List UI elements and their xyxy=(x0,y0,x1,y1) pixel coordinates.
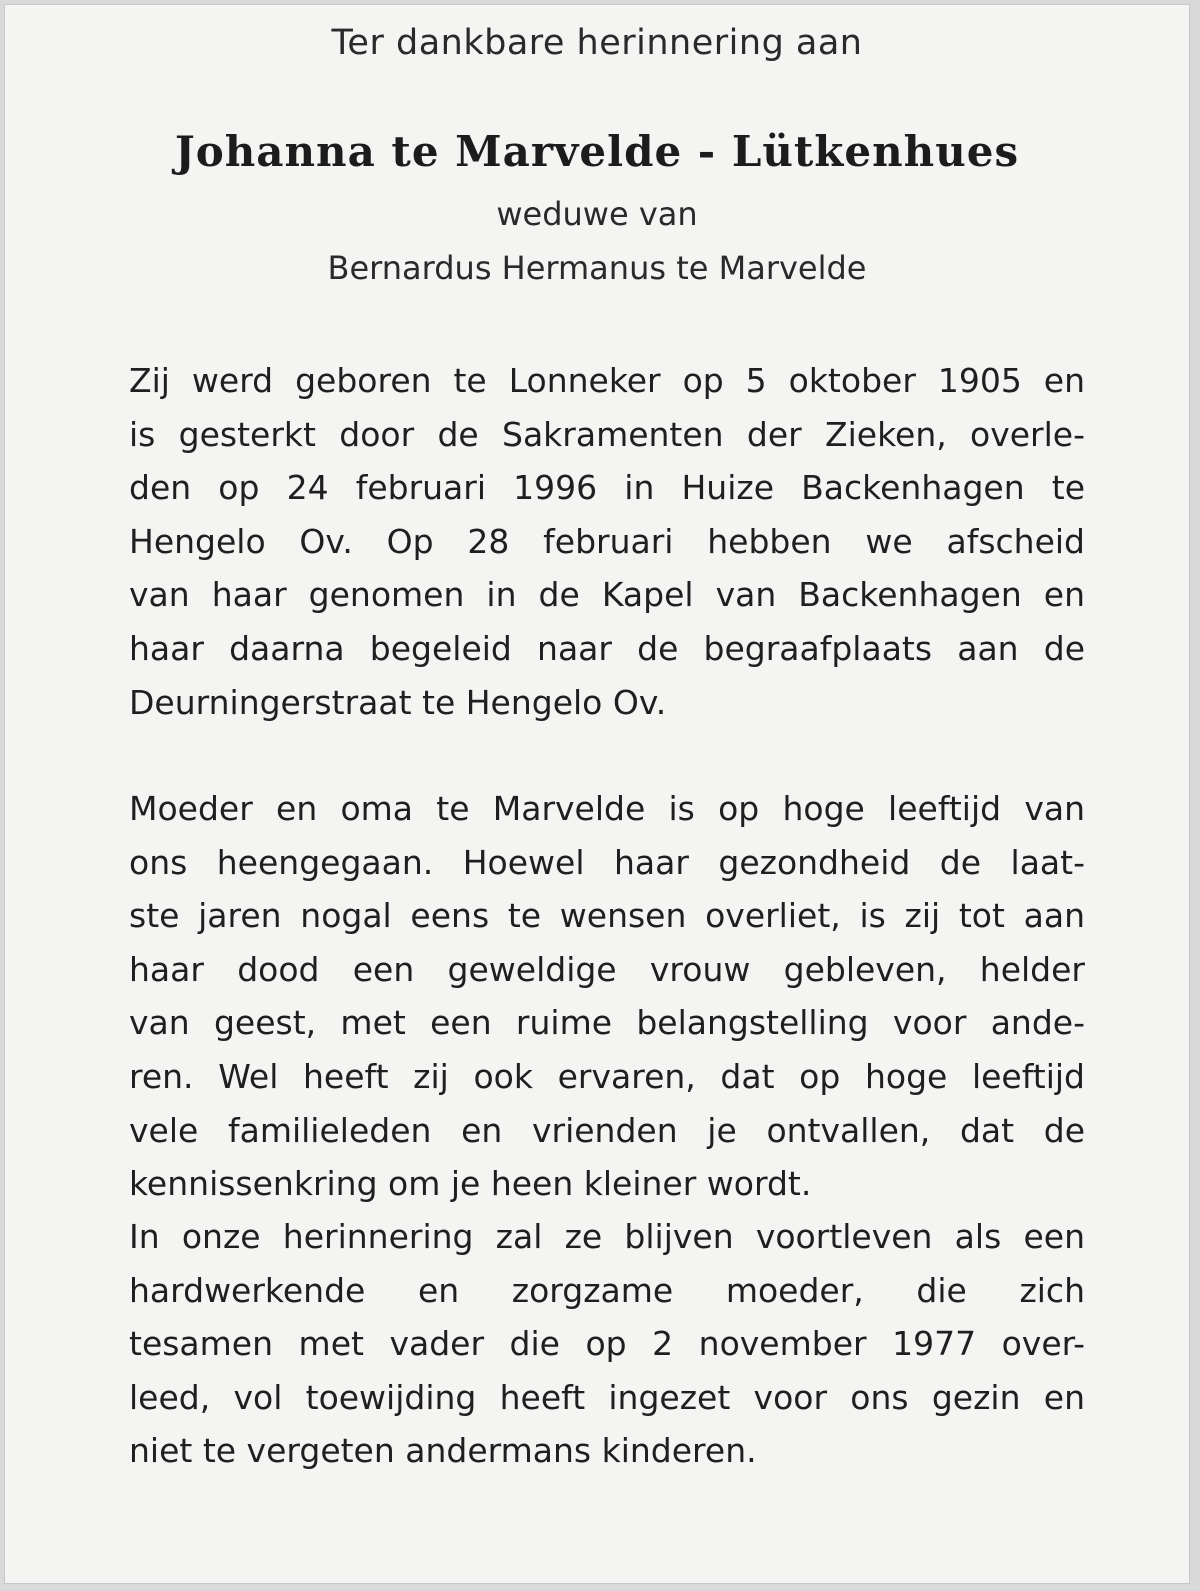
text-line: van geest, met een ruime belangstelling voor ande- xyxy=(129,1003,1085,1043)
text-line: Deurningerstraat te Hengelo Ov. xyxy=(129,682,667,722)
spouse-name: Bernardus Hermanus te Marvelde xyxy=(327,249,867,287)
text-line: vele familieleden en vrienden je ontvallen, dat de xyxy=(129,1110,1085,1150)
deceased-name: Johanna te Marvelde - Lütkenhues xyxy=(174,127,1020,176)
text-line: ren. Wel heeft zij ook ervaren, dat op hoge leeftijd xyxy=(129,1056,1085,1096)
paragraph-remembrance xyxy=(129,782,1085,1211)
paragraph-memory xyxy=(129,1210,1085,1478)
text-line: den op 24 februari 1996 in Huize Backenhagen te xyxy=(129,468,1085,508)
text-line: leed, vol toewijding heeft ingezet voor ons gezin en xyxy=(129,1377,1085,1417)
text-line: In onze herinnering zal ze blijven voortleven als een xyxy=(129,1217,1085,1256)
text-line: tesamen met vader die op 2 november 1977 over- xyxy=(129,1324,1085,1364)
text-line: ons heengegaan. Hoewel haar gezondheid de laat- xyxy=(129,842,1085,882)
text-line: hardwerkende en zorgzame moeder, die zich xyxy=(129,1270,1085,1310)
text-line: niet te vergeten andermans kinderen. xyxy=(129,1431,757,1471)
text-line: haar dood een geweldige vrouw gebleven, helder xyxy=(129,949,1085,989)
text-line: is gesterkt door de Sakramenten der Zieken, overle- xyxy=(129,414,1085,454)
text-line: kennissenkring om je heen kleiner wordt. xyxy=(129,1164,812,1204)
intro-line: Ter dankbare herinnering aan xyxy=(331,23,863,63)
paragraph-biography xyxy=(129,354,1085,729)
text-line: Zij werd geboren te Lonneker op 5 oktober 1905 en xyxy=(129,361,1085,400)
text-line: ste jaren nogal eens te wensen overliet, is zij tot aan xyxy=(129,896,1085,936)
text-line: haar daarna begeleid naar de begraafplaats aan de xyxy=(129,628,1085,668)
memorial-card xyxy=(4,4,1190,1584)
text-line: Hengelo Ov. Op 28 februari hebben we afscheid xyxy=(129,521,1085,561)
text-line: Moeder en oma te Marvelde is op hoge leeftijd van xyxy=(129,789,1085,828)
text-line: van haar genomen in de Kapel van Backenhagen en xyxy=(129,575,1085,615)
widow-of-label: weduwe van xyxy=(496,195,698,233)
